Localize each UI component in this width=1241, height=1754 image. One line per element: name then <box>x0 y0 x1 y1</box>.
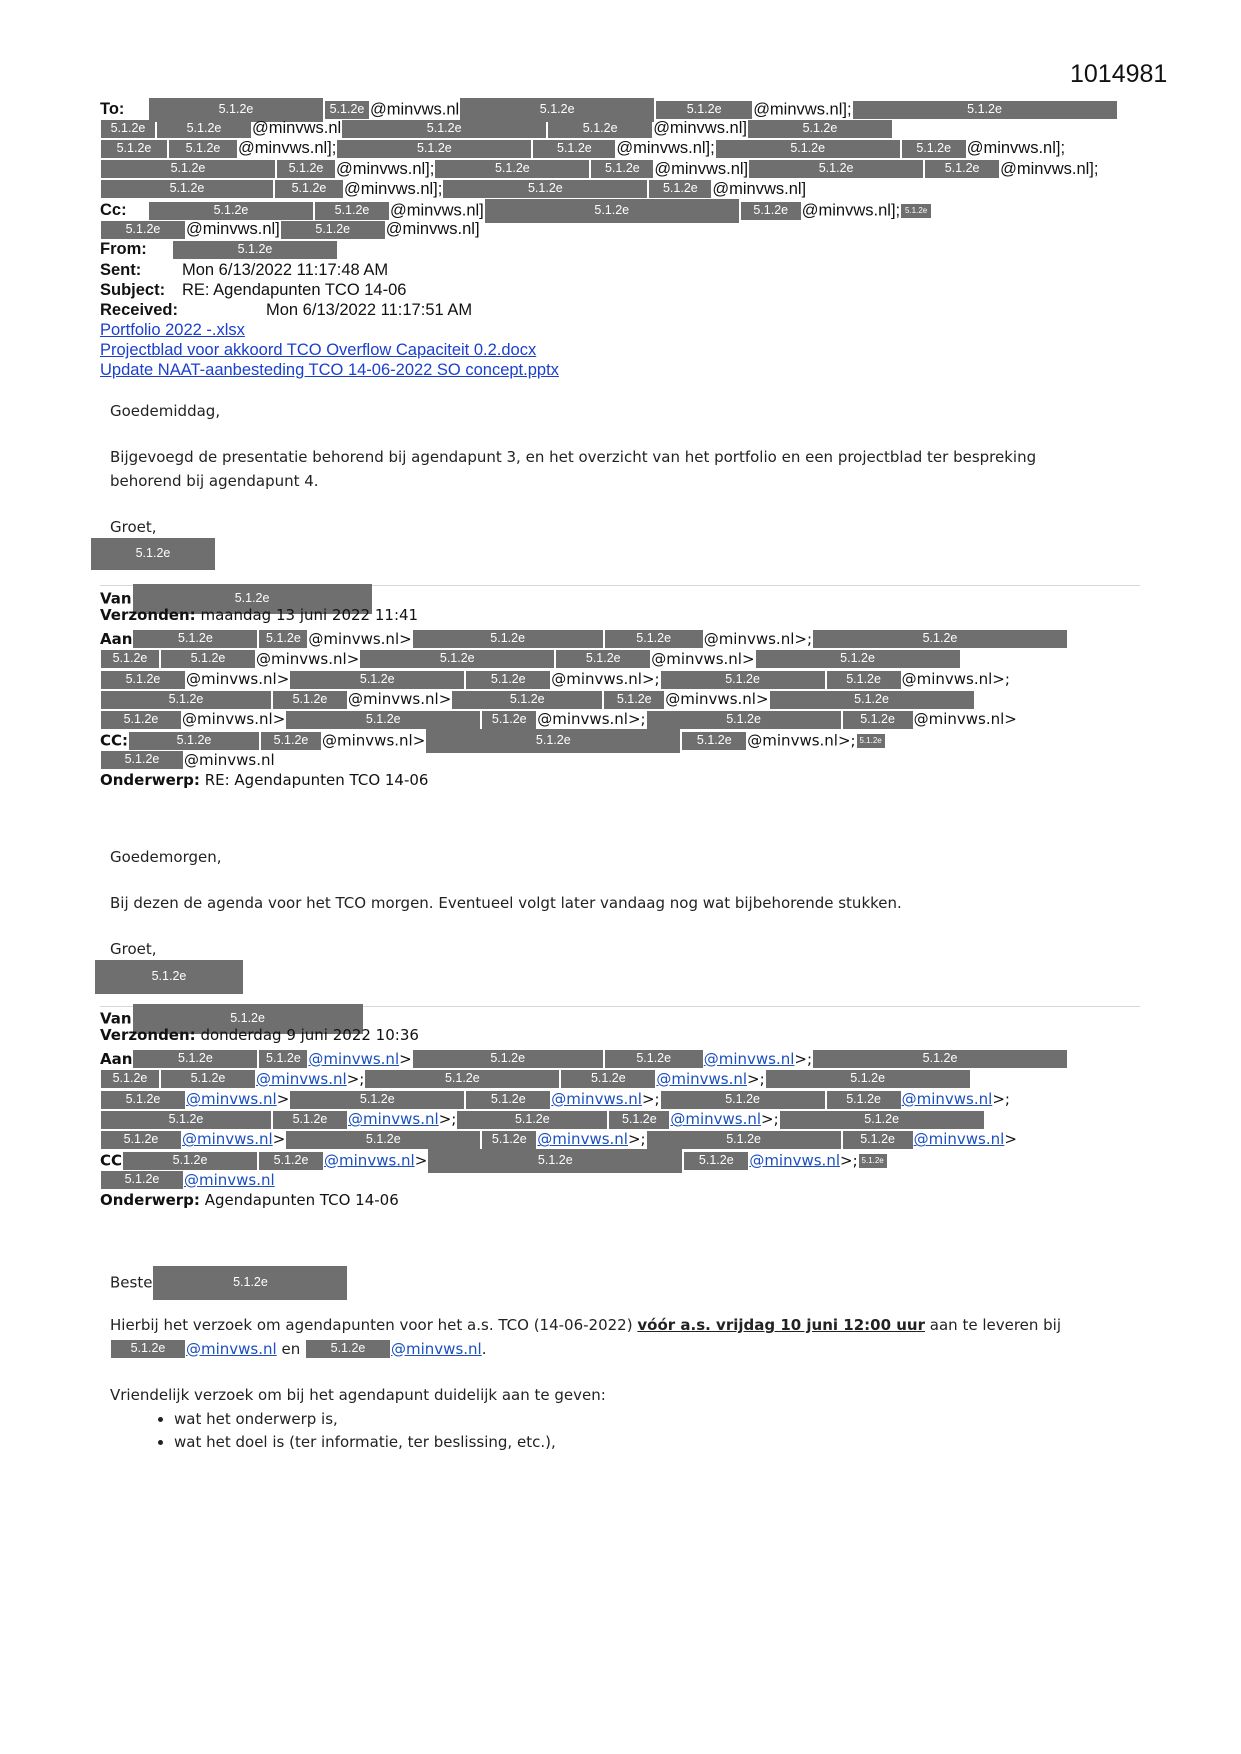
cc-line-1: CC 5.1.2e 5.1.2e @minvws.nl> 5.1.2e 5.1.2e @minvws.nl>; 5.1.2e <box>100 1149 1140 1169</box>
redaction: 5.1.2e <box>591 160 653 178</box>
email-address: @minvws.nl>; <box>551 670 660 689</box>
email-address: @minvws.nl> <box>322 731 426 750</box>
redaction: 5.1.2e <box>452 691 602 709</box>
message2-body: Bij dezen de agenda voor het TCO morgen. Eventueel volgt later vandaag nog wat bijbehorende stukken. <box>110 894 902 912</box>
redaction: 5.1.2e <box>443 180 647 198</box>
redaction: 5.1.2e <box>149 202 313 220</box>
email-domain: @minvws.nl <box>370 100 460 119</box>
van-label: Van <box>100 1009 132 1028</box>
redaction: 5.1.2e <box>457 1111 607 1129</box>
redaction: 5.1.2e <box>111 1340 185 1358</box>
email-link[interactable]: @minvws.nl <box>670 1110 762 1129</box>
redaction: 5.1.2e <box>466 671 550 689</box>
ask-text: Vriendelijk verzoek om bij het agendapunt duidelijk aan te geven: <box>110 1386 606 1404</box>
redaction: 5.1.2e <box>342 120 546 138</box>
redaction: 5.1.2e <box>101 160 275 178</box>
email-address: @minvws.nl <box>184 750 275 769</box>
redaction: 5.1.2e <box>101 120 155 138</box>
redaction: 5.1.2e <box>460 98 654 122</box>
redaction: 5.1.2e <box>843 1131 913 1149</box>
to-line-4 <box>100 159 1140 179</box>
message1-signature <box>90 538 216 570</box>
redaction: 5.1.2e <box>101 751 183 769</box>
email-domain: @minvws.nl] <box>390 201 484 220</box>
redaction: 5.1.2e <box>604 691 664 709</box>
verzonden-value: maandag 13 juni 2022 11:41 <box>200 606 419 625</box>
redaction: 5.1.2e <box>485 199 739 223</box>
message2-header <box>100 584 1140 793</box>
redaction: 5.1.2e <box>647 1131 841 1149</box>
email-link[interactable]: @minvws.nl <box>324 1151 415 1170</box>
redaction: 5.1.2e <box>153 1266 347 1300</box>
redaction: 5.1.2e <box>259 1050 307 1068</box>
email-address: @minvws.nl> <box>348 690 452 709</box>
redaction: 5.1.2e <box>605 1050 703 1068</box>
redaction: 5.1.2e <box>661 671 825 689</box>
email-link[interactable]: @minvws.nl <box>186 1339 277 1358</box>
attachment-link-portfolio[interactable]: Portfolio 2022 -.xlsx <box>100 321 245 340</box>
redaction: 5.1.2e <box>286 711 480 729</box>
redaction: 5.1.2e <box>857 734 885 748</box>
redaction: 5.1.2e <box>533 140 615 158</box>
redaction: 5.1.2e <box>827 1091 901 1109</box>
redaction: 5.1.2e <box>281 221 385 239</box>
redaction: 5.1.2e <box>101 671 185 689</box>
email-address: @minvws.nl>; <box>703 629 812 648</box>
onderwerp-value: RE: Agendapunten TCO 14-06 <box>204 771 429 789</box>
received-label: Received: <box>100 300 178 319</box>
aan-line-5: 5.1.2e @minvws.nl> 5.1.2e 5.1.2e @minvws.nl>; 5.1.2e 5.1.2e @minvws.nl> <box>100 1128 1140 1148</box>
email-address: @minvws.nl> <box>182 710 286 729</box>
redaction: 5.1.2e <box>133 584 372 614</box>
redaction: 5.1.2e <box>123 1152 257 1170</box>
list-item: • wat het onderwerp is, <box>174 1408 1100 1432</box>
email-domain: @minvws.nl]; <box>1000 159 1099 178</box>
redaction: 5.1.2e <box>286 1131 480 1149</box>
redaction: 5.1.2e <box>133 1050 257 1068</box>
verzonden-line <box>100 1024 1140 1048</box>
redaction: 5.1.2e <box>290 1091 464 1109</box>
redaction: 5.1.2e <box>157 120 251 138</box>
redaction: 5.1.2e <box>360 650 554 668</box>
sent-value: Mon 6/13/2022 11:17:48 AM <box>182 260 389 279</box>
redaction: 5.1.2e <box>337 140 531 158</box>
redaction: 5.1.2e <box>780 1111 984 1129</box>
email-domain: @minvws.nl]; <box>344 179 443 198</box>
message3-greeting-line <box>110 1266 1100 1300</box>
email-link[interactable]: @minvws.nl <box>551 1090 642 1109</box>
redaction: 5.1.2e <box>273 691 347 709</box>
redaction: 5.1.2e <box>315 202 389 220</box>
aan-line-1 <box>100 628 1140 648</box>
sent-label: Sent: <box>100 260 142 279</box>
redaction: 5.1.2e <box>813 1050 1067 1068</box>
sent-line <box>100 260 1140 280</box>
redaction: 5.1.2e <box>749 160 923 178</box>
redaction: 5.1.2e <box>901 204 931 218</box>
email-link[interactable]: @minvws.nl <box>913 1130 1005 1149</box>
redaction: 5.1.2e <box>853 101 1117 119</box>
redaction: 5.1.2e <box>290 671 464 689</box>
email-domain: @minvws.nl]; <box>966 139 1066 158</box>
redaction: 5.1.2e <box>827 671 901 689</box>
attachment-link-projectblad[interactable]: Projectblad voor akkoord TCO Overflow Capaciteit 0.2.docx <box>100 341 537 360</box>
aan-label: Aan <box>100 629 133 648</box>
redaction: 5.1.2e <box>101 1131 181 1149</box>
cc-label: CC <box>100 1151 123 1170</box>
redaction: 5.1.2e <box>259 1152 323 1170</box>
email-address: @minvws.nl> <box>186 670 290 689</box>
aan-line-2 <box>100 648 1140 668</box>
to-line-5 <box>100 179 1140 199</box>
redaction: 5.1.2e <box>101 180 273 198</box>
message1-closing: Groet, <box>110 518 157 536</box>
aan-line-1: Aan 5.1.2e 5.1.2e @minvws.nl> 5.1.2e 5.1.2e @minvws.nl>; 5.1.2e <box>100 1048 1140 1068</box>
received-line <box>100 300 1140 320</box>
van-line <box>100 584 1140 608</box>
redaction: 5.1.2e <box>605 630 703 648</box>
email-link[interactable]: @minvws.nl <box>184 1170 275 1189</box>
email-domain: @minvws.nl] <box>186 220 280 239</box>
onderwerp-label: Onderwerp: <box>100 771 200 789</box>
redaction: 5.1.2e <box>101 1111 271 1129</box>
redaction: 5.1.2e <box>129 732 259 750</box>
email-address: @minvws.nl>; <box>537 710 646 729</box>
redaction: 5.1.2e <box>413 630 603 648</box>
redaction: 5.1.2e <box>413 1050 603 1068</box>
attachment-link-naat-update[interactable]: Update NAAT-aanbesteding TCO 14-06-2022 SO concept.pptx <box>100 361 559 380</box>
redaction: 5.1.2e <box>169 140 237 158</box>
aan-line-3 <box>100 668 1140 688</box>
document-id: 1014981 <box>1070 60 1168 88</box>
email-link[interactable]: @minvws.nl <box>348 1110 439 1129</box>
redaction: 5.1.2e <box>435 160 589 178</box>
email-link[interactable]: @minvws.nl <box>656 1069 748 1088</box>
redaction: 5.1.2e <box>661 1091 825 1109</box>
redaction: 5.1.2e <box>716 140 900 158</box>
email-address: @minvws.nl> <box>256 649 360 668</box>
email-address: @minvws.nl> <box>308 629 412 648</box>
redaction: 5.1.2e <box>95 960 243 994</box>
redaction: 5.1.2e <box>325 101 369 119</box>
verzonden-label: Verzonden: <box>100 1026 196 1045</box>
received-value: Mon 6/13/2022 11:17:51 AM <box>266 300 473 319</box>
redaction: 5.1.2e <box>275 180 343 198</box>
redaction: 5.1.2e <box>428 1149 682 1173</box>
redaction: 5.1.2e <box>649 180 711 198</box>
email-domain: @minvws.nl] <box>385 220 480 239</box>
period: . <box>481 1339 487 1358</box>
redaction: 5.1.2e <box>902 140 966 158</box>
email-header <box>100 98 1140 381</box>
redaction: 5.1.2e <box>748 120 892 138</box>
message3-request <box>110 1314 1100 1361</box>
email-domain: @minvws.nl]; <box>753 100 852 119</box>
email-domain: @minvws.nl <box>252 119 342 138</box>
redaction: 5.1.2e <box>365 1070 559 1088</box>
list-item: • wat het doel is (ter informatie, ter beslissing, etc.), <box>174 1431 1100 1455</box>
message3-header <box>100 1004 1140 1213</box>
aan-line-5 <box>100 708 1140 728</box>
email-domain: @minvws.nl]; <box>336 159 435 178</box>
email-link[interactable]: @minvws.nl <box>256 1069 347 1088</box>
cc-line-1 <box>100 729 1140 749</box>
email-address: @minvws.nl> <box>651 649 755 668</box>
van-line <box>100 1004 1140 1028</box>
from-line <box>100 239 1140 259</box>
redaction: 5.1.2e <box>259 630 307 648</box>
email-link[interactable]: @minvws.nl <box>901 1090 993 1109</box>
email-link[interactable]: @minvws.nl <box>182 1130 273 1149</box>
from-label: From: <box>100 240 147 259</box>
message1-greeting: Goedemiddag, <box>110 402 221 420</box>
aan-line-3: 5.1.2e @minvws.nl> 5.1.2e 5.1.2e @minvws.nl>; 5.1.2e 5.1.2e @minvws.nl>; <box>100 1088 1140 1108</box>
verzonden-line <box>100 604 1140 628</box>
redaction: 5.1.2e <box>101 691 271 709</box>
redaction: 5.1.2e <box>306 1340 390 1358</box>
redaction: 5.1.2e <box>656 101 752 119</box>
verzonden-label: Verzonden: <box>100 606 196 625</box>
redaction: 5.1.2e <box>101 221 185 239</box>
bullet-list <box>110 1408 1100 1455</box>
redaction: 5.1.2e <box>482 711 536 729</box>
beste-word: Beste <box>110 1273 153 1292</box>
redaction: 5.1.2e <box>609 1111 669 1129</box>
redaction: 5.1.2e <box>684 1152 748 1170</box>
email-domain: @minvws.nl] <box>653 119 747 138</box>
email-link[interactable]: @minvws.nl <box>537 1130 628 1149</box>
email-address: @minvws.nl>; <box>901 670 1010 689</box>
email-link[interactable]: @minvws.nl <box>308 1049 400 1068</box>
redaction: 5.1.2e <box>548 120 652 138</box>
to-label: To: <box>100 100 125 119</box>
onderwerp-line <box>100 769 1140 793</box>
message3-ask <box>110 1384 1100 1455</box>
subject-value: RE: Agendapunten TCO 14-06 <box>182 280 407 299</box>
email-link[interactable]: @minvws.nl <box>749 1151 841 1170</box>
email-domain: @minvws.nl]; <box>616 139 715 158</box>
request-text: Hierbij het verzoek om agendapunten voor het a.s. TCO (14-06-2022) <box>110 1316 633 1334</box>
email-domain: @minvws.nl] <box>712 179 807 198</box>
redaction: 5.1.2e <box>149 98 323 122</box>
redaction: 5.1.2e <box>682 732 746 750</box>
aan-line-4 <box>100 688 1140 708</box>
redaction: 5.1.2e <box>843 711 913 729</box>
redaction: 5.1.2e <box>466 1091 550 1109</box>
email-address: @minvws.nl>; <box>747 731 856 750</box>
message1-body: Bijgevoegd de presentatie behorend bij agendapunt 3, en het overzicht van het portfolio en een projectblad ter bespreking behorend bij agendapunt 4. <box>110 448 1037 490</box>
redaction: 5.1.2e <box>101 711 181 729</box>
subject-label: Subject: <box>100 280 166 299</box>
redaction: 5.1.2e <box>101 1091 185 1109</box>
redaction: 5.1.2e <box>261 732 321 750</box>
van-label: Van <box>100 589 132 608</box>
redaction: 5.1.2e <box>277 160 335 178</box>
email-domain: @minvws.nl] <box>654 159 749 178</box>
redaction: 5.1.2e <box>101 1171 183 1189</box>
onderwerp-value: Agendapunten TCO 14-06 <box>204 1191 399 1209</box>
subject-line <box>100 280 1140 300</box>
email-domain: @minvws.nl]; <box>801 201 901 220</box>
redaction: 5.1.2e <box>426 729 680 753</box>
redaction: 5.1.2e <box>482 1131 536 1149</box>
redaction: 5.1.2e <box>161 650 255 668</box>
email-link[interactable]: @minvws.nl <box>391 1339 482 1358</box>
aan-label: Aan <box>100 1049 133 1068</box>
redaction: 5.1.2e <box>766 1070 970 1088</box>
redaction: 5.1.2e <box>813 630 1067 648</box>
redaction: 5.1.2e <box>925 160 999 178</box>
redaction: 5.1.2e <box>101 650 159 668</box>
message2-signature <box>94 960 244 994</box>
redaction: 5.1.2e <box>101 1070 159 1088</box>
request-text-end: aan te leveren bij <box>929 1316 1062 1334</box>
email-address: @minvws.nl> <box>913 710 1017 729</box>
redaction: 5.1.2e <box>859 1154 887 1168</box>
cc-label: Cc: <box>100 201 127 220</box>
message2-greeting: Goedemorgen, <box>110 848 222 866</box>
onderwerp-label: Onderwerp: <box>100 1191 200 1209</box>
redaction: 5.1.2e <box>133 630 257 648</box>
email-address: @minvws.nl> <box>665 690 769 709</box>
redaction: 5.1.2e <box>91 538 215 570</box>
redaction: 5.1.2e <box>273 1111 347 1129</box>
cc-label: CC: <box>100 731 129 750</box>
and-word: en <box>281 1339 301 1358</box>
redaction: 5.1.2e <box>770 691 974 709</box>
cc-line-1 <box>100 199 1140 219</box>
verzonden-value: donderdag 9 juni 2022 10:36 <box>200 1026 419 1045</box>
redaction: 5.1.2e <box>173 241 337 259</box>
redaction: 5.1.2e <box>647 711 841 729</box>
aan-line-4: 5.1.2e 5.1.2e @minvws.nl>; 5.1.2e 5.1.2e @minvws.nl>; 5.1.2e <box>100 1108 1140 1128</box>
redaction: 5.1.2e <box>741 202 801 220</box>
message2-closing: Groet, <box>110 940 157 958</box>
email-link[interactable]: @minvws.nl <box>186 1090 277 1109</box>
redaction: 5.1.2e <box>161 1070 255 1088</box>
redaction: 5.1.2e <box>133 1004 363 1034</box>
redaction: 5.1.2e <box>101 140 167 158</box>
to-line-2 <box>100 118 1140 138</box>
to-line-3 <box>100 138 1140 158</box>
request-deadline: vóór a.s. vrijdag 10 juni 12:00 uur <box>637 1316 925 1334</box>
aan-line-2: 5.1.2e 5.1.2e @minvws.nl>; 5.1.2e 5.1.2e @minvws.nl>; 5.1.2e <box>100 1068 1140 1088</box>
onderwerp-line <box>100 1189 1140 1213</box>
redaction: 5.1.2e <box>556 650 650 668</box>
email-domain: @minvws.nl]; <box>238 139 337 158</box>
to-line-1 <box>100 98 1140 118</box>
redaction: 5.1.2e <box>756 650 960 668</box>
redaction: 5.1.2e <box>561 1070 655 1088</box>
email-link[interactable]: @minvws.nl <box>703 1049 795 1068</box>
